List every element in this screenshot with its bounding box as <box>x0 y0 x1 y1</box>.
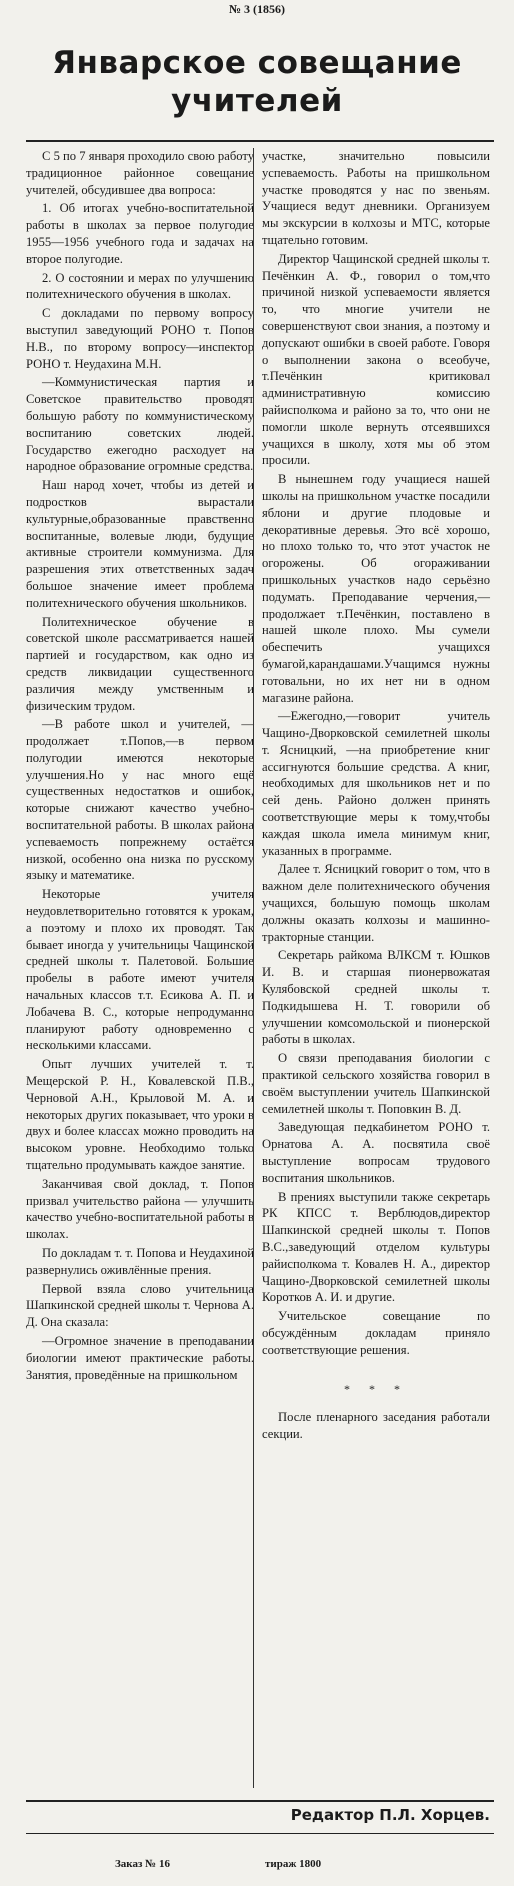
paragraph: Политехническое обучение в советской школе рассматривается нашей партией и государством, как одно из средств ликвидации существенного различия между умственным и физическим трудом. <box>26 614 254 713</box>
separator-stars: * * * <box>344 1381 408 1396</box>
paragraph: 2. О состоянии и мерах по улучшению политехнического обучения в школах. <box>26 270 254 302</box>
article-column-right <box>262 148 490 1445</box>
paragraph: Секретарь райкома ВЛКСМ т. Юшков И. В. и старшая пионервожатая Кулябовской средней школы т. Подкидышева Н. Т. говорили об улучшении комсомольской и пионерской работы в школах. <box>262 948 490 1047</box>
editor-signature: Редактор П.Л. Хорцев. <box>290 1806 490 1824</box>
paragraph: Директор Чащинской средней школы т. Печёнкин А. Ф., говорил о том,что причиной низкой успеваемости является то, что многие учители не совершенствуют свои знания, а поэтому и допускают ошибки в своей работе. Говоря о выполнении закона о всеобуче, т.Печёнкин критиковал административную комиссию райисполкома и районо за то, что они не помогли школе вернуть отсеявшихся учащихся в школу, хотя мы об этом просили. <box>262 251 490 468</box>
title-line-1: Январское совещание <box>52 45 462 81</box>
paragraph: Опыт лучших учителей т. т. Мещерской Р. Н., Ковалевской П.В., Черновой А.Н., Крыловой М. А. и некоторых других показывает, что уроки в двух и более классах можно проводить на высоком уровне. Необходимо только тщательно продумывать каждое занятие. <box>26 1057 254 1173</box>
issue-number: № 3 (1856) <box>228 2 286 16</box>
paragraph: Учительское совещание по обсуждённым докладам приняло соответствующие решения. <box>262 1309 490 1357</box>
paragraph: По докладам т. т. Попова и Неудахиной развернулись оживлённые прения. <box>26 1246 254 1277</box>
paragraph: Далее т. Ясницкий говорит о том, что в важном деле политехнического обучения учащихся, большую помощь школам должны оказать колхозы и машинно-тракторные станции. <box>262 862 490 944</box>
paragraph: В прениях выступили также секретарь РК КПСС т. Верблюдов,директор Шапкинской средней школы т. Попов В.С.,заведующий отделом культуры райисполкома т. Ковалев Н. А., директор Чащино-Дворковской семилетней школы Коротков А. И. и другие. <box>262 1189 490 1305</box>
paragraph: Заведующая педкабинетом РОНО т. Орнатова А. А. посвятила своё выступление вопросам трудового воспитания школьников. <box>262 1120 490 1185</box>
circulation: тираж 1800 <box>265 1858 322 1870</box>
paragraph: После пленарного заседания работали секции. <box>262 1410 490 1442</box>
title-line-2: учителей <box>171 83 343 119</box>
paragraph: участке, значительно повысили успеваемость. Работы на пришкольном участке проводятся у нас по звеньям. Учащиеся ведут дневники. Организуем мы экскурсии в колхозы и МТС, которые тщательно готовим. <box>262 149 490 247</box>
paragraph: —Огромное значение в преподавании биологии имеют практические работы. Занятия, проведённые на пришкольном <box>26 1333 254 1382</box>
top-rule <box>26 140 494 142</box>
column-divider <box>253 148 254 1788</box>
paragraph: В нынешнем году учащиеся нашей школы на пришкольном участке посадили яблони и другие плодовые и декоративные деревья. Это всё хорошо, но плохо только то, что этот участок не огорожены. Об огораживании пришкольных участков надо серьёзно подумать. Преподавание черчения,—продолжает т.Печёнкин, поставлено в нашей школе плохо. Мы сумели обеспечить учащихся бумагой,карандашами.Учащимся нужны готовальни, но их нет ни в одном магазине района. <box>262 472 490 705</box>
paragraph: Некоторые учителя неудовлетворительно готовятся к урокам, а поэтому и плохо их проводят. Так бывает иногда у учительницы Чащинской средней школы т. Палетовой. Большие пробелы в работе имеют учителя начальных классов т.т. Есикова А. П. и Лобачева В. С., которые непродуманно планируют работу одновременно с несколькими классами. <box>26 887 254 1053</box>
paragraph: С 5 по 7 января проходило свою работу традиционное районное совещание учителей, обсудившее два вопроса: <box>26 149 254 197</box>
paragraph: —В работе школ и учителей, —продолжает т.Попов,—в первом полугодии имеются некоторые улучшения.Но у нас много ещё существенных недостатков и ошибок, которые снижают качество учебно-воспитательной работы. В школах района успеваемость попрежнему остаётся низкой, особенно она низка по русскому языку и математике. <box>26 717 254 883</box>
paragraph: Первой взяла слово учительница Шапкинской средней школы т. Чернова А. Д. Она сказала: <box>26 1281 254 1330</box>
paragraph: —Коммунистическая партия и Советское правительство проводят большую работу по коммунистическому воспитанию советских людей. Государство ежегодно расходует на народное образование огромные средства. <box>26 375 254 474</box>
paragraph: О связи преподавания биологии с практикой сельского хозяйства говорил в своём выступлении учитель Шапкинской семилетней школы т. Поповкин В. Д. <box>262 1051 490 1116</box>
bottom-rule <box>26 1800 494 1802</box>
paragraph: Заканчивая свой доклад, т. Попов призвал учительство района — улучшить качество учебно-воспитательной работы в школах. <box>26 1176 254 1242</box>
article-column-left <box>26 148 254 1385</box>
paragraph: —Ежегодно,—говорит учитель Чащино-Дворковской семилетней школы т. Ясницкий, —на приобретение книг ассигнуются большие средства. А книг, необходимых для школьников нет и по сей день. Районо должен принять соответствующие меры к тому,чтобы каждая школа имела минимум книг, указанных в программе. <box>262 709 490 858</box>
footer-rule <box>26 1833 494 1834</box>
paragraph: 1. Об итогах учебно-воспитательной работы в школах за первое полугодие 1955—1956 учебного года и задачах на второе полугодие. <box>26 201 254 266</box>
paragraph: С докладами по первому вопросу выступил заведующий РОНО т. Попов Н.В., по второму вопросу—инспектор РОНО т. Неудахина М.Н. <box>26 306 254 371</box>
order-number: Заказ № 16 <box>115 1858 170 1870</box>
article-title <box>0 44 514 120</box>
paragraph: Наш народ хочет, чтобы из детей и подростков вырастали культурные,образованные правственно воспитанные, волевые люди, будущие активные строители коммунизма. Для разрешения этих ответственных задач большое значение имеет проблема политехнического обучения школьников. <box>26 478 254 610</box>
